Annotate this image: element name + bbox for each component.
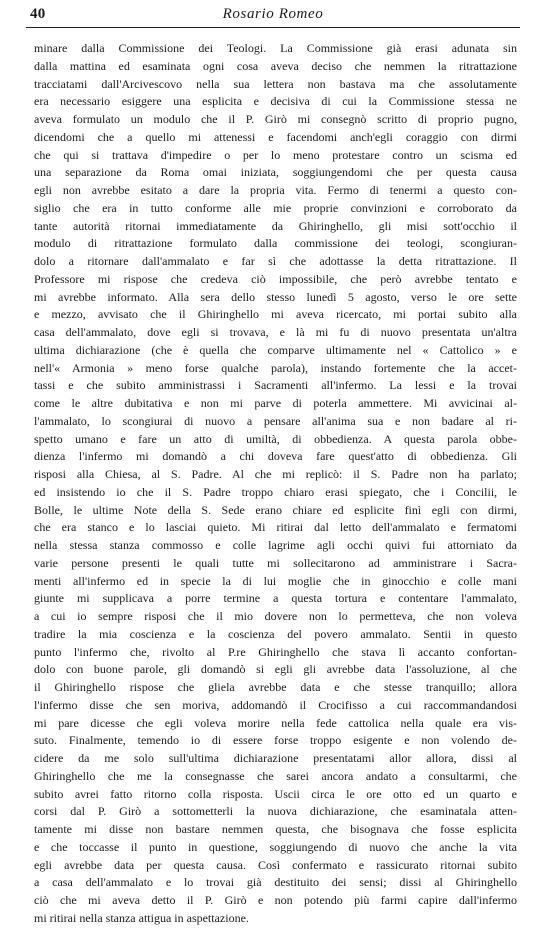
text-line: e che toccasse il punto in questione, soggiungendo di nuovo che anche la vita (34, 839, 517, 854)
text-line: egli avrebbe data per questa causa. Così confermato e rassicurato ritornai subito (34, 857, 517, 872)
text-line: tante autorità ritornai immediatamente da Ghiringhello, gli misi sott'occhio il (34, 218, 517, 233)
text-line: l'ammalato, lo scongiurai di nuovo a pensare all'anima sua e non badare al ri- (34, 413, 517, 428)
text-line: minare dalla Commissione dei Teologi. La Commissione già erasi adunata sin (34, 41, 517, 55)
text-line: dicendomi che a quello mi attenessi e facendomi anch'egli coraggio con dirmi (34, 129, 517, 144)
text-line: siglio che era in tutto conforme alle mie proprie convinzioni e corroborato da (34, 200, 517, 215)
text-line: che era stanco e lo lasciai quieto. Mi ritirai dal letto dell'ammalato e fermatomi (34, 520, 517, 535)
header-rule (26, 27, 520, 28)
text-line: a cui io sempre risposi che il mio dovere non lo permetteva, che non voleva (34, 609, 517, 623)
text-line: mi ritirai nella stanza attigua in aspettazione. (34, 910, 249, 925)
text-line: dienza l'infermo mi domandò a chi doveva fare quest'atto di obbedienza. Gli (34, 449, 517, 464)
text-line: come le altre dubitativa e non mi parve di poterla ammettere. Mi avvicinai al- (34, 396, 517, 410)
text-line: tradire la mia coscienza e la coscienza del povero ammalato. Sentii in questo (34, 626, 517, 641)
text-line: corsi dal P. Girò a sottometterli la nuova dichiarazione, che esaminatala atten- (34, 804, 517, 819)
text-line: Professore mi rispose che credeva ciò impossibile, che però avrebbe tentato e (34, 271, 517, 286)
text-line: il Ghiringhello rispose che gliela avrebbe data e che stesse tranquillo; allora (34, 680, 517, 694)
text-line: modulo di ritrattazione formulato dalla commissione dei teologi, scongiuran- (34, 236, 517, 251)
text-line: ultima dichiarazione (che è quella che comparve ultimamente nel « Cattolico » e (34, 342, 517, 357)
text-line: giunte mi supplicava a porre termine a questa tortura e contentare l'ammalato, (34, 591, 517, 606)
page-header (30, 4, 516, 28)
text-line: egli non avrebbe esitato a dare la propria vita. Fermo di tenermi a questo con- (34, 183, 517, 197)
text-line: tassi e che subito amministrassi i Sacramenti all'infermo. La lessi e la trovai (34, 378, 517, 393)
text-line: tracciatami dall'Arcivescovo nella sua lettera non bastava ma che assolutamente (34, 76, 517, 91)
page-number: 40 (30, 6, 46, 22)
text-line: dolo a ritornare dall'ammalato e far sì che adottasse la detta ritrattazione. Il (34, 254, 517, 268)
text-line: e mezzo, avvisato che il Ghiringhello mi aveva ricercato, mi portai subito alla (34, 307, 517, 322)
text-line: ed insistendo io che il S. Padre troppo chiaro erasi spiegato, che i Concilii, le (34, 484, 517, 499)
text-line: dolo con buone parole, gli domandò si egli gli avrebbe data l'assoluzione, al che (34, 662, 517, 677)
text-line: Ghiringhello che me la consegnasse che sarei ancora andato a consultarmi, che (34, 768, 517, 783)
text-line: dalla mattina ed esaminata ogni cosa aveva deciso che nemmen la ritrattazione (34, 58, 517, 73)
text-line: nella stessa stanza commosso e colle lagrime agli occhi quivi fui attorniato da (34, 538, 517, 552)
text-line: subito avrei fatto ritorno colla risposta. Uscii circa le ore otto ed un quarto e (34, 786, 517, 801)
text-line: varie persone presenti le quali tutte mi sollecitarono ad amministrare i Sacra- (34, 555, 517, 570)
text-line: menti all'infermo ed in specie la di lui moglie che in ginocchio e colle mani (34, 573, 517, 588)
text-line: spetto umano e fare un atto di umiltà, di obbedienza. A questa parola obbe- (34, 431, 517, 446)
running-head: Rosario Romeo (222, 6, 324, 22)
text-line: casa dell'ammalato, dove egli si trovava, e là mi fu di nuovo presentata un'altra (34, 325, 517, 339)
text-line: che qui si trattava d'impedire o per lo meno protestare contro un scisma ed (34, 147, 517, 162)
text-line: tamente mi disse non bastare nemmen questa, che bisognava che fosse esplicita (34, 822, 517, 836)
text-line: mi pare dicesse che egli voleva morire nella fede cattolica nella quale era vis- (34, 715, 517, 730)
body-text (34, 40, 517, 928)
text-line: era necessario esiggere una esplicita e decisiva di cui la Commissione stessa ne (34, 94, 517, 109)
text-line: l'infermo disse che sen moriva, addomandò il Crocifisso a cui raccommandandosi (34, 697, 517, 712)
text-line: aveva formulato un modulo che il P. Girò mi consegnò scritto di proprio pugno, (34, 112, 517, 126)
text-line: cidere da me solo sull'ultima dichiarazione presentatami allor allora, dissi al (34, 751, 517, 765)
text-line: mi avrebbe informato. Alla sera dello stesso lunedì 5 agosto, verso le ore sette (34, 289, 517, 304)
text-line: punto l'infermo che, rivolto al P.re Ghiringhello che stava lì accanto confortan- (34, 644, 517, 659)
text-line: nell'« Armonia » meno forse qualche parola), instando fortemente che la accet- (34, 360, 517, 375)
text-line: Bolle, le ultime Note della S. Sede erano chiare ed esplicite finì egli con dirmi, (34, 502, 517, 517)
text-line: risposi alla Chiesa, al S. Padre. Al che mi replicò: il S. Padre non ha parlato; (34, 467, 517, 481)
text-line: a casa dell'ammalato e lo trovai già destituito dei sensi; dissi al Ghiringhello (34, 875, 517, 890)
text-line: suto. Finalmente, temendo io di essere forse troppo esigente e non volendo de- (34, 733, 517, 748)
text-line: una separazione da Roma omai iniziata, soggiungendomi che per questa causa (34, 165, 517, 180)
text-line: ciò che mi aveva detto il P. Girò e non potendo più farmi capire dall'infermo (34, 893, 517, 907)
